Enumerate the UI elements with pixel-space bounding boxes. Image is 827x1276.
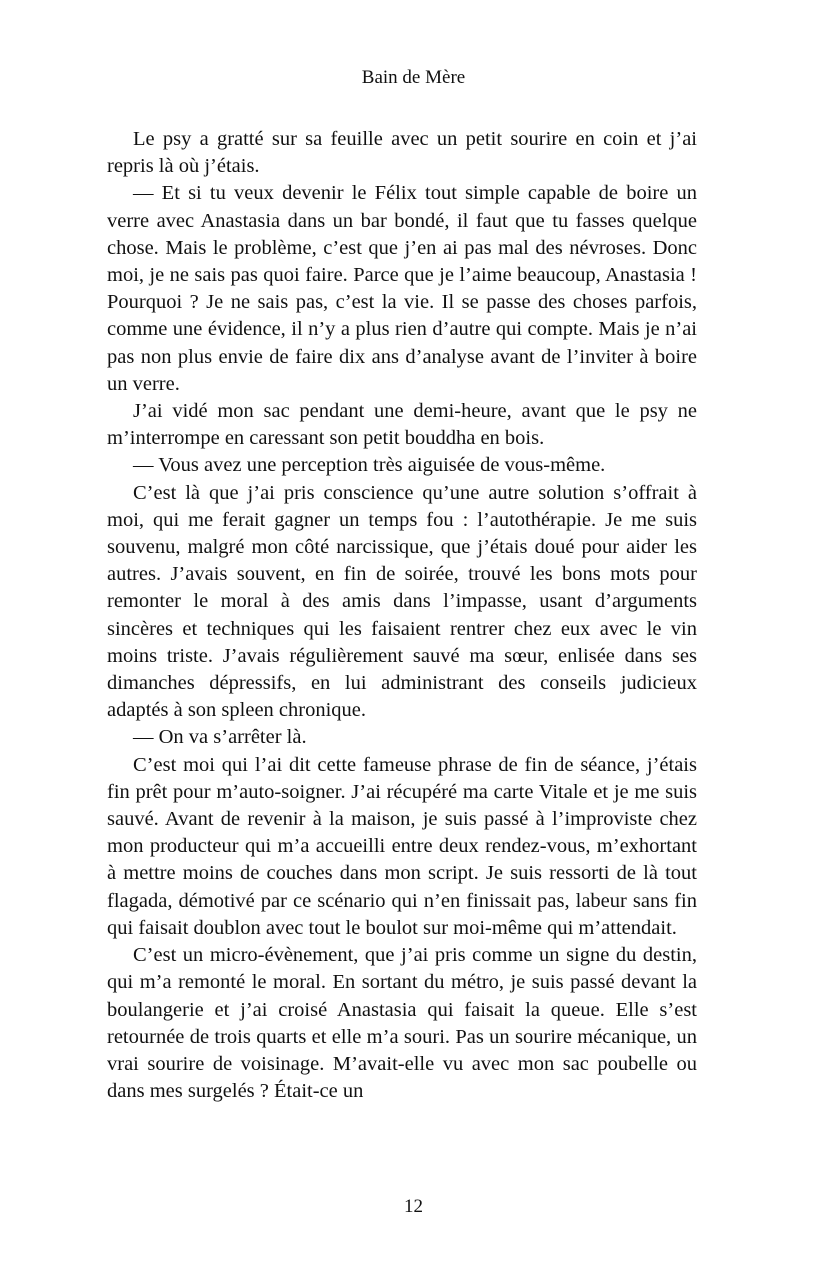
paragraph: C’est un micro-évènement, que j’ai pris comme un signe du destin, qui m’a remonté le moral. En sortant du métro, je suis passé devant la boulangerie et j’ai croisé Anastasia qui faisait la queue. Elle s’est retournée de trois quarts et elle m’a souri. Pas un sourire mécanique, un vrai sourire de voisinage. M’avait-elle vu avec mon sac poubelle ou dans mes surgelés ? Était-ce un (107, 944, 697, 1103)
page-number: 12 (404, 1196, 423, 1217)
paragraph: C’est là que j’ai pris conscience qu’une autre solution s’offrait à moi, qui me ferait gagner un temps fou : l’autothérapie. Je me suis souvenu, malgré mon côté narcissique, que j’étais doué pour aider les autres. J’avais souvent, en fin de soirée, trouvé les bons mots pour remonter le moral à des amis dans l’impasse, usant d’arguments sincères et techniques qui les faisaient rentrer chez eux avec le vin moins triste. J’avais régulièrement sauvé ma sœur, enlisée dans ses dimanches dépressifs, en lui administrant des conseils judicieux adaptés à son spleen chronique. (107, 481, 697, 722)
paragraph: C’est moi qui l’ai dit cette fameuse phrase de fin de séance, j’étais fin prêt pour m’auto-soigner. J’ai récupéré ma carte Vitale et je me suis sauvé. Avant de revenir à la maison, je suis passé à l’improviste chez mon producteur qui m’a accueilli entre deux rendez-vous, m’exhortant à mettre moins de couches dans mon script. Je suis ressorti de là tout flagada, démotivé par ce scénario qui n’en finissait pas, labeur sans fin qui faisait doublon avec tout le boulot sur moi-même qui m’attendait. (107, 753, 697, 939)
paragraph: — Vous avez une perception très aiguisée de vous-même. (133, 454, 606, 477)
paragraph: Le psy a gratté sur sa feuille avec un petit sourire en coin et j’ai repris là où j’étais. (107, 128, 697, 178)
paragraph: — Et si tu veux devenir le Félix tout simple capable de boire un verre avec Anastasia dans un bar bondé, il faut que tu fasses quelque chose. Mais le problème, c’est que j’en ai pas mal des névroses. Donc moi, je ne sais pas quoi faire. Parce que je l’aime beaucoup, Anastasia ! Pourquoi ? Je ne sais pas, c’est la vie. Il se passe des choses parfois, comme une évidence, il n’y a plus rien d’autre qui compte. Mais je n’ai pas non plus envie de faire dix ans d’analyse avant de l’inviter à boire un verre. (107, 182, 697, 395)
paragraph: — On va s’arrêter là. (133, 726, 307, 749)
body-text (107, 126, 697, 1105)
running-header: Bain de Mère (361, 67, 466, 88)
paragraph: J’ai vidé mon sac pendant une demi-heure, avant que le psy ne m’interrompe en caressant son petit bouddha en bois. (107, 400, 697, 450)
